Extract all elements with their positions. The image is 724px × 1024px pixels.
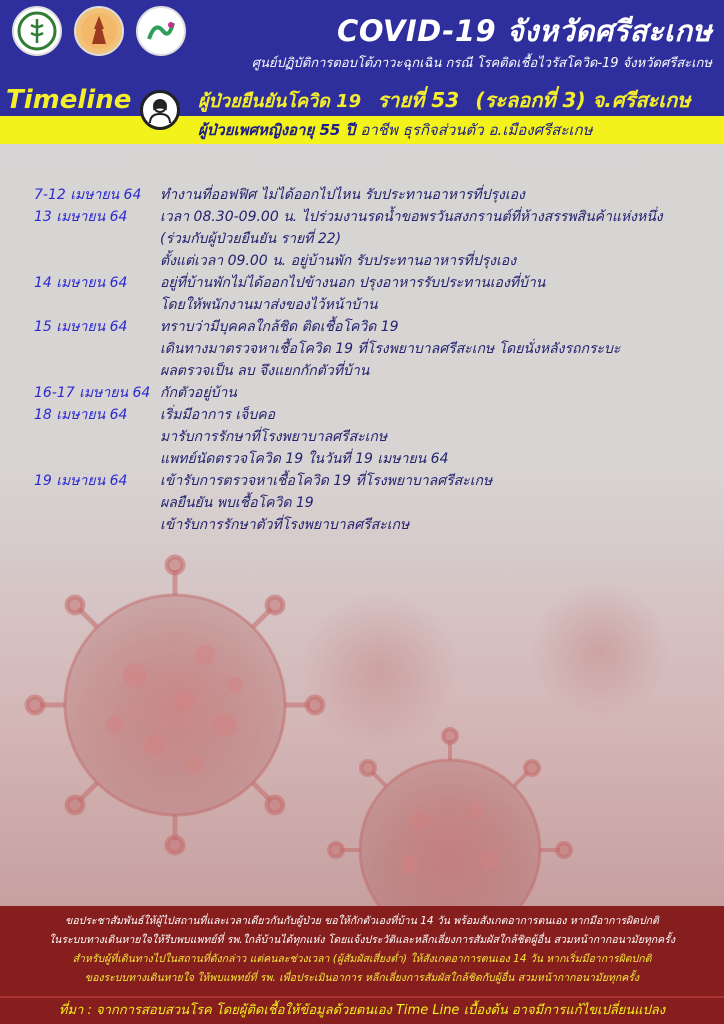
entry-text: ตั้งแต่เวลา 09.00 น. อยู่บ้านพัก รับประทานอาหารที่ปรุงเอง — [160, 253, 517, 269]
patient-detail: อาชีพ ธุรกิจส่วนตัว อ.เมืองศรีสะเกษ — [360, 121, 593, 139]
ministry-emblem-icon — [17, 11, 57, 51]
entry-date: 18 เมษายน 64 — [34, 407, 128, 423]
timeline-label: Timeline — [0, 84, 140, 116]
entry-text: ผลยืนยัน พบเชื้อโควิด 19 — [160, 495, 314, 511]
timeline-entry — [34, 316, 714, 382]
case-title — [198, 86, 690, 116]
notice-line: ในระบบทางเดินหายใจให้รีบพบแพทย์ที่ รพ.ใกล้บ้านได้ทุกแห่ง โดยแจ้งประวัติและหลีกเลี่ยงการสัมผัสใกล้ชิดผู้อื่น สวมหน้ากากอนามัยทุกครั้ง — [49, 934, 675, 946]
case-number: รายที่ 53 — [377, 88, 460, 112]
page-subtitle: ศูนย์ปฏิบัติการตอบโต้ภาวะฉุกเฉิน กรณี โรคติดเชื้อไวรัสโควิด-19 จังหวัดศรีสะเกษ — [251, 56, 712, 71]
entry-text: อยู่ที่บ้านพักไม่ได้ออกไปข้างนอก ปรุงอาหารรับประทานเองที่บ้าน — [160, 275, 546, 291]
naga-emblem-icon — [141, 11, 181, 51]
notice-line: ขอประชาสัมพันธ์ให้ผู้ไปสถานที่และเวลาเดียวกันกับผู้ป่วย ขอให้กักตัวเองที่บ้าน 14 วัน พร้อมสังเกตอาการตนเอง หากมีอาการผิดปกติ — [65, 915, 659, 927]
source-note: ที่มา : จากการสอบสวนโรค โดยผู้ติดเชื้อให้ข้อมูลด้วยตนเอง Time Line เบื้องต้น อาจมีการแก้ไขเปลี่ยนแปลง — [0, 996, 724, 1024]
entry-text: กักตัวอยู่บ้าน — [160, 385, 237, 401]
public-notice — [0, 906, 724, 996]
notice-line: สำหรับผู้ที่เดินทางไปในสถานที่ดังกล่าว แต่คนละช่วงเวลา (ผู้สัมผัสเสี่ยงต่ำ) ให้สังเกตอาการตนเอง 14 วัน หากเริ่มมีอาการผิดปกติ — [72, 953, 652, 965]
entry-date: 15 เมษายน 64 — [34, 319, 128, 335]
ministry-public-health-logo — [12, 6, 62, 56]
entry-text: เริ่มมีอาการ เจ็บคอ — [160, 407, 275, 423]
entry-date: 14 เมษายน 64 — [34, 275, 128, 291]
entry-text: แพทย์นัดตรวจโควิด 19 ในวันที่ 19 เมษายน 64 — [160, 451, 449, 467]
timeline-entry — [34, 382, 714, 404]
entry-text: (ร่วมกับผู้ป่วยยืนยัน รายที่ 22) — [160, 231, 342, 247]
timeline-list — [34, 184, 714, 536]
notice-line: ของระบบทางเดินหายใจ ให้พบแพทย์ที่ รพ. เพื่อประเมินอาการ หลีกเลี่ยงการสัมผัสใกล้ชิดกับผู้อื่น สวมหน้ากากอนามัยทุกครั้ง — [84, 972, 640, 984]
entry-text: มารับการรักษาที่โรงพยาบาลศรีสะเกษ — [160, 429, 388, 445]
case-prefix: ผู้ป่วยยืนยันโควิด 19 — [198, 91, 362, 112]
page-title: COVID-19 จังหวัดศรีสะเกษ — [337, 14, 712, 48]
entry-text: ผลตรวจเป็น ลบ จึงแยกกักตัวที่บ้าน — [160, 363, 370, 379]
timeline-entry — [34, 404, 714, 470]
entry-date: 19 เมษายน 64 — [34, 473, 128, 489]
entry-date: 13 เมษายน 64 — [34, 209, 128, 225]
entry-text: เข้ารับการรักษาตัวที่โรงพยาบาลศรีสะเกษ — [160, 517, 410, 533]
entry-date: 16-17 เมษายน 64 — [34, 385, 151, 401]
female-patient-icon — [140, 90, 180, 130]
entry-date: 7-12 เมษายน 64 — [34, 187, 142, 203]
temple-emblem-icon — [79, 11, 119, 51]
timeline-entry — [34, 272, 714, 316]
header-banner — [0, 0, 724, 84]
timeline-entry — [34, 470, 714, 536]
case-suffix: (ระลอกที่ 3) จ.ศรีสะเกษ — [475, 88, 691, 112]
entry-text: ทราบว่ามีบุคคลใกล้ชิด ติดเชื้อโควิด 19 — [160, 319, 399, 335]
timeline-entry — [34, 206, 714, 272]
entry-text: เวลา 08.30-09.00 น. ไปร่วมงานรดน้ำขอพรวันสงกรานต์ที่ห้างสรรพสินค้าแห่งหนึ่ง — [160, 209, 663, 225]
patient-description — [198, 116, 593, 144]
provincial-seal-logo — [74, 6, 124, 56]
entry-text: โดยให้พนักงานมาส่งของไว้หน้าบ้าน — [160, 297, 378, 313]
virus-background-illustration — [0, 540, 724, 910]
entry-text: ทำงานที่ออฟฟิศ ไม่ได้ออกไปไหน รับประทานอาหารที่ปรุงเอง — [160, 187, 525, 203]
patient-main: ผู้ป่วยเพศหญิงอายุ 55 ปี — [198, 121, 356, 139]
health-office-logo — [136, 6, 186, 56]
entry-text: เดินทางมาตรวจหาเชื้อโควิด 19 ที่โรงพยาบาลศรีสะเกษ โดยนั่งหลังรถกระบะ — [160, 341, 621, 357]
entry-text: เข้ารับการตรวจหาเชื้อโควิด 19 ที่โรงพยาบาลศรีสะเกษ — [160, 473, 493, 489]
timeline-entry — [34, 184, 714, 206]
